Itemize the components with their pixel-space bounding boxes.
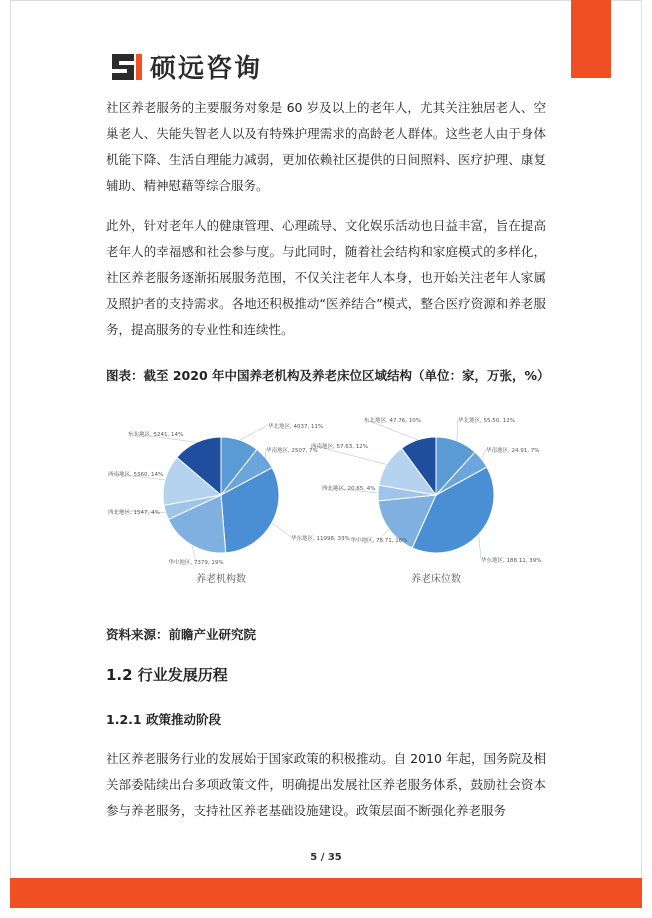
slice-label: 华北地区, 55.50, 12% bbox=[458, 418, 515, 424]
chart-title: 养老床位数 bbox=[411, 574, 461, 585]
slice-label: 西南地区, 5360, 14% bbox=[108, 472, 164, 478]
slice-label: 西北地区, 20.65, 4% bbox=[322, 486, 376, 492]
slice-label: 西南地区, 57.63, 12% bbox=[311, 444, 368, 450]
pie-charts-figure bbox=[106, 390, 546, 610]
paragraph-service-targets: 社区养老服务的主要服务对象是 60 岁及以上的老年人，尤其关注独居老人、空巢老人、失能失智老人以及有特殊护理需求的高龄老人群体。这些老人由于身体机能下降、生活自理能力减弱，更加依赖社区提供的日间照料、医疗护理、康复辅助、精神慰藉等综合服务。 bbox=[106, 100, 546, 193]
slice-label: 东北地区, 5241, 14% bbox=[128, 432, 184, 438]
brand-name: 硕远咨询 bbox=[150, 54, 263, 84]
leader-line bbox=[240, 425, 268, 440]
paragraph-policy-stage: 社区养老服务行业的发展始于国家政策的积极推动。自 2010 年起，国务院及相关部委陆续出台多项政策文件，明确提出发展社区养老服务体系，鼓励社会资本参与养老服务，支持社区养老基础设施建设。政策层面不断强化养老服务 bbox=[106, 751, 546, 818]
slice-label: 东北地区, 47.76, 10% bbox=[364, 418, 421, 424]
slice-label: 华中地区, 7379, 19% bbox=[168, 560, 224, 566]
leader-line bbox=[272, 523, 291, 537]
figure-title: 图表：截至 2020 年中国养老机构及养老床位区域结构（单位：家，万张，%） bbox=[106, 368, 550, 383]
brand-logo bbox=[110, 48, 262, 85]
corner-accent-block bbox=[571, 0, 611, 78]
slice-label: 华东地区, 188.11, 39% bbox=[481, 558, 542, 564]
slice-label: 华南地区, 24.91, 7% bbox=[486, 448, 540, 454]
slice-label: 西北地区, 1547, 4% bbox=[108, 510, 160, 516]
subsection-heading: 1.2.1 政策推动阶段 bbox=[106, 712, 221, 727]
page-number: 5 / 35 bbox=[310, 852, 342, 863]
slice-label: 华中地区, 78.71, 16% bbox=[350, 538, 408, 544]
paragraph-service-expansion: 此外，针对老年人的健康管理、心理疏导、文化娱乐活动也日益丰富，旨在提高老年人的幸福感和社会参与度。与此同时，随着社会结构和家庭模式的多样化，社区养老服务逐渐拓展服务范围，不仅关注老年人本身，也开始关注老年人家属及照护者的支持需求。各地还积极推动“医养结合”模式，整合医疗资源和养老服务，提高服务的专业性和连续性。 bbox=[106, 218, 546, 337]
slice-label: 华北地区, 4037, 11% bbox=[268, 424, 324, 430]
pie-charts-svg bbox=[106, 390, 546, 610]
figure-source: 资料来源：前瞻产业研究院 bbox=[106, 627, 257, 642]
slice-label: 华东地区, 11998, 33% bbox=[291, 536, 350, 542]
footer-accent-bar bbox=[10, 878, 642, 908]
logo-mark-icon bbox=[110, 52, 144, 82]
slice-label: 华南地区, 2507, 7% bbox=[266, 448, 318, 454]
pie-chart-2 bbox=[311, 416, 541, 585]
leader-line bbox=[479, 534, 481, 559]
chart-title: 养老机构数 bbox=[196, 574, 246, 585]
section-heading: 1.2 行业发展历程 bbox=[106, 666, 228, 684]
